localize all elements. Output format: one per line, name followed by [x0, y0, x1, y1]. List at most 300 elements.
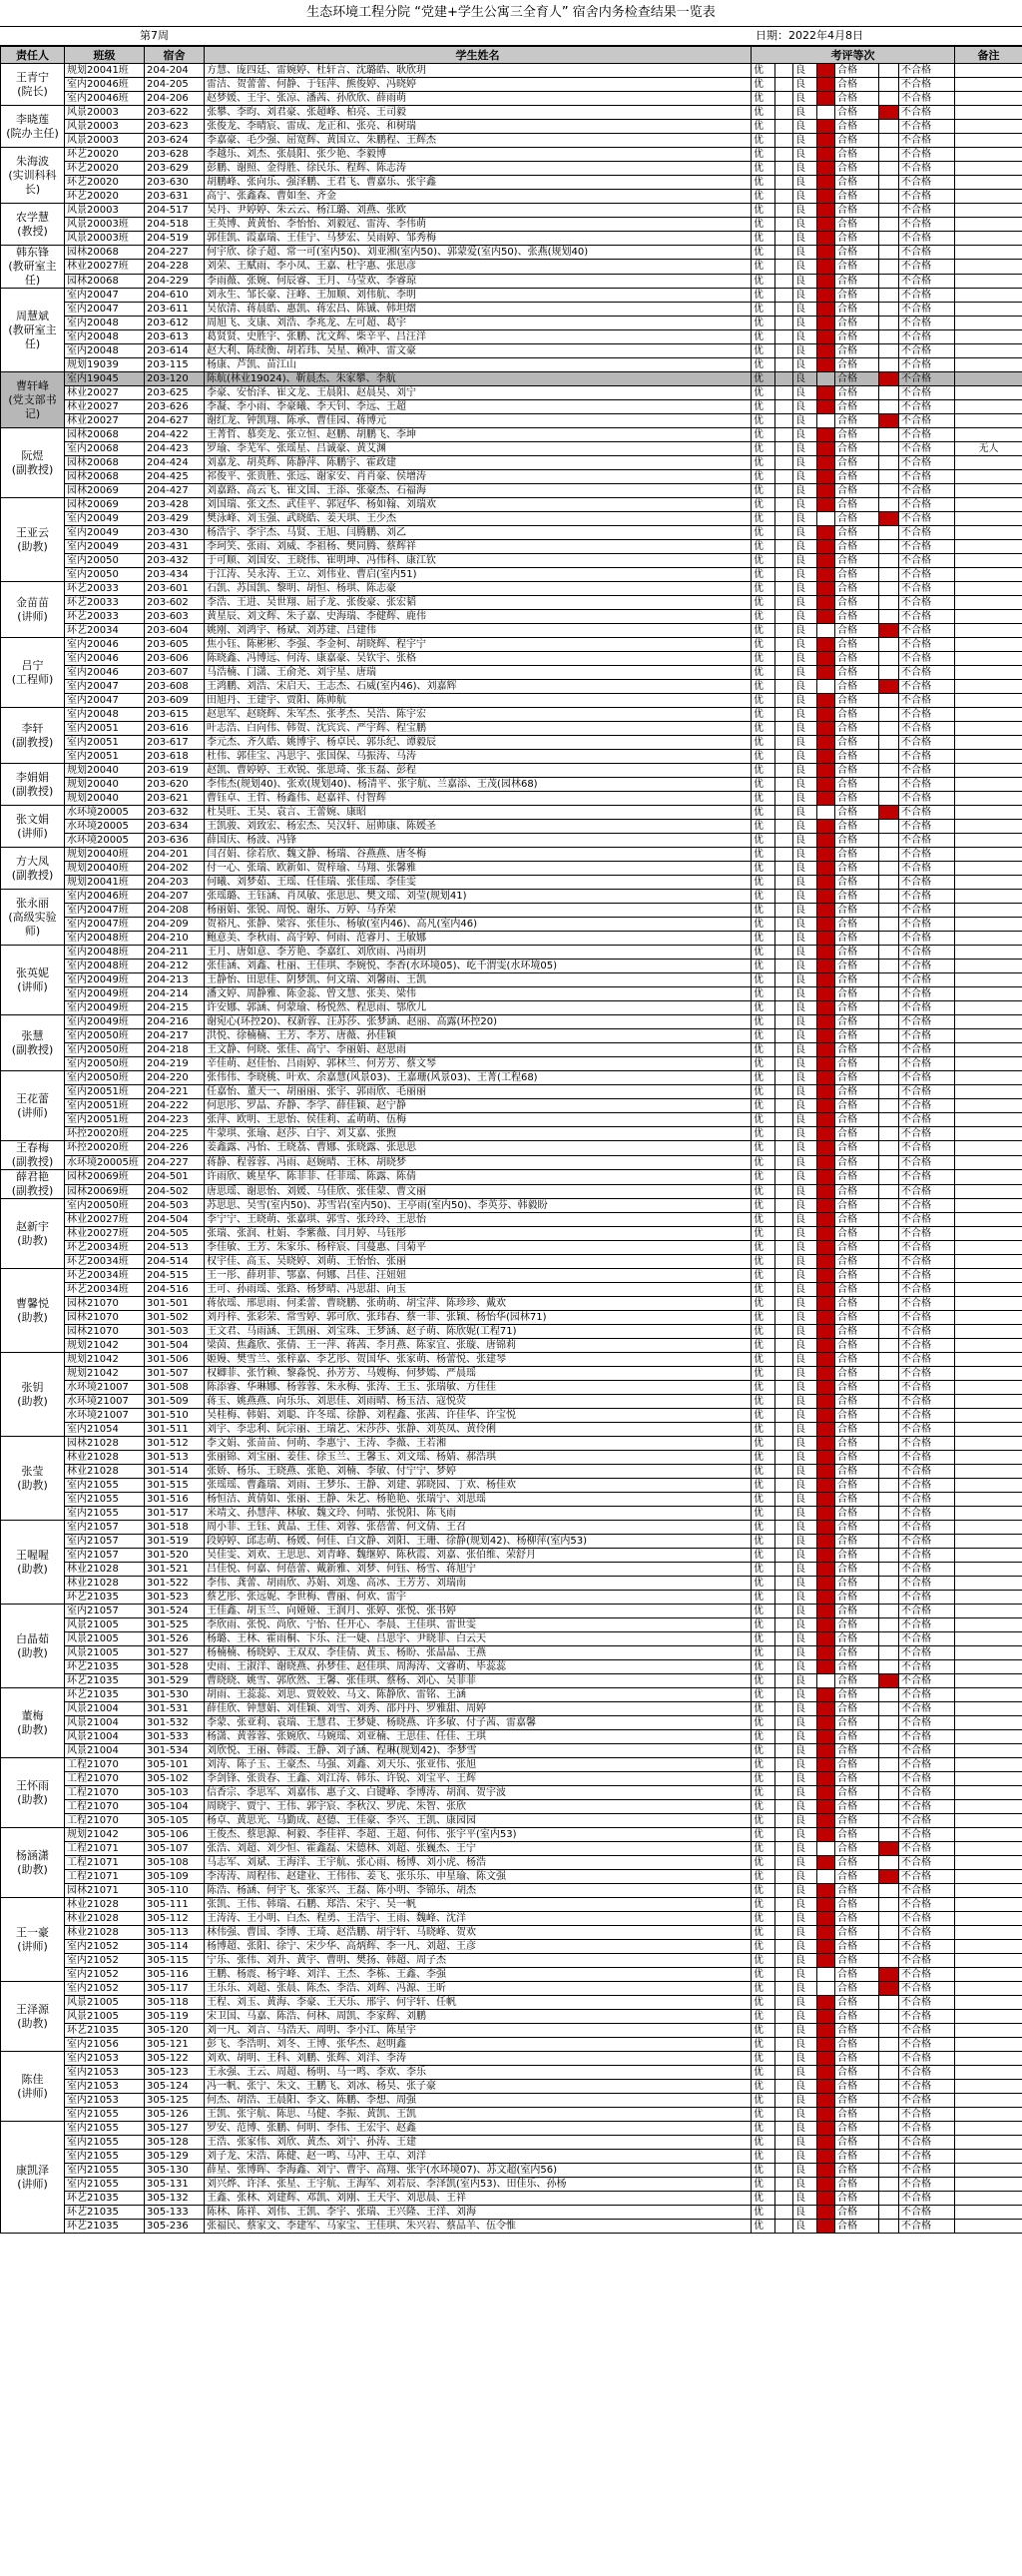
remark-cell: [955, 1632, 1022, 1646]
grade-fail-label: 不合格: [899, 400, 955, 414]
grade-fail-label: 不合格: [899, 1549, 955, 1563]
grade-good-label: 良: [793, 1842, 817, 1856]
student-names-cell: 刘涛、陈子玉、王豪杰、马强、刘鑫、刘天乐、张亚伟、张旭: [205, 1758, 752, 1772]
remark-cell: [955, 1269, 1022, 1283]
grade-pass-mark: [879, 904, 899, 918]
table-row: [1, 960, 1022, 973]
responsible-person: 王春梅 (副教授): [1, 1141, 65, 1170]
grade-excellent-mark: [775, 1141, 793, 1156]
grade-good-label: 良: [793, 2024, 817, 2038]
grade-good-label: 良: [793, 120, 817, 134]
table-row: [1, 1996, 1022, 2010]
table-row: [1, 134, 1022, 148]
grade-good-label: 良: [793, 568, 817, 582]
grade-good-mark: [817, 1213, 835, 1227]
responsible-person: 董梅 (助教): [1, 1688, 65, 1758]
grade-excellent-mark: [775, 2192, 793, 2206]
grade-good-label: 良: [793, 1199, 817, 1213]
grade-good-label: 良: [793, 1339, 817, 1353]
class-cell: 林业21028: [65, 1926, 145, 1940]
responsible-person: 王花蕾 (讲师): [1, 1071, 65, 1141]
grade-good-label: 良: [793, 1702, 817, 1716]
room-cell: 305-121: [145, 2038, 205, 2052]
grade-fail-label: 不合格: [899, 1479, 955, 1493]
grade-good-mark: [817, 890, 835, 904]
responsible-person: 李娟娟 (副教授): [1, 764, 65, 806]
student-names-cell: 何宇欣、徐子超、常一可(室内50)、刘亚湘(室内50)、郭蒙爱(室内50)、张燕(规划40): [205, 246, 752, 260]
grade-good-mark: [817, 400, 835, 414]
grade-good-mark: [817, 1549, 835, 1563]
grade-good-mark: [817, 456, 835, 470]
grade-good-mark: [817, 680, 835, 694]
responsible-person: 王一豪 (讲师): [1, 1898, 65, 1982]
student-names-cell: 杨璐、王林、霍雨桐、卞乐、汪一婕、吕思宇、尹晓菲、白云天: [205, 1632, 752, 1646]
grade-good-mark: [817, 2178, 835, 2192]
grade-good-mark: [817, 372, 835, 386]
grade-good-mark: [817, 2080, 835, 2094]
grade-good-label: 良: [793, 596, 817, 610]
grade-good-mark: [817, 162, 835, 176]
grade-pass-label: 合格: [835, 1982, 879, 1996]
grade-excellent-label: 优: [752, 303, 775, 317]
grade-pass-label: 合格: [835, 1339, 879, 1353]
class-cell: 室内20047班: [65, 918, 145, 932]
grade-fail-label: 不合格: [899, 1367, 955, 1381]
grade-fail-label: 不合格: [899, 92, 955, 106]
room-cell: 204-515: [145, 1269, 205, 1283]
room-cell: 305-119: [145, 2010, 205, 2024]
remark-cell: [955, 498, 1022, 512]
student-names-cell: 田旭丹、王建宇、贾阳、陈帅航: [205, 694, 752, 708]
remark-cell: [955, 987, 1022, 1001]
grade-good-mark: [817, 1184, 835, 1199]
table-row: [1, 582, 1022, 596]
table-row: [1, 1227, 1022, 1241]
grade-excellent-label: 优: [752, 540, 775, 554]
grade-pass-label: 合格: [835, 2038, 879, 2052]
student-names-cell: 周晓宇、贾宁、王伟、郭宇宸、李秋汉、罗虎、朱智、张欣: [205, 1800, 752, 1814]
grade-excellent-label: 优: [752, 1800, 775, 1814]
class-cell: 规划20040班: [65, 848, 145, 862]
table-row: [1, 176, 1022, 190]
grade-pass-label: 合格: [835, 806, 879, 820]
grade-pass-label: 合格: [835, 512, 879, 526]
grade-fail-label: 不合格: [899, 1213, 955, 1227]
grade-good-label: 良: [793, 1395, 817, 1409]
class-cell: 风景20003: [65, 134, 145, 148]
grade-excellent-label: 优: [752, 2066, 775, 2080]
grade-good-mark: [817, 1227, 835, 1241]
room-cell: 305-114: [145, 1940, 205, 1954]
grade-good-label: 良: [793, 1535, 817, 1549]
grade-pass-label: 合格: [835, 442, 879, 456]
student-names-cell: 罗瑜、李芜军、张瑶星、吕诚豪、黄艾渊: [205, 442, 752, 456]
table-row: [1, 1297, 1022, 1311]
remark-cell: [955, 1996, 1022, 2010]
grade-good-label: 良: [793, 498, 817, 512]
grade-good-label: 良: [793, 582, 817, 596]
grade-excellent-label: 优: [752, 1507, 775, 1521]
room-cell: 305-130: [145, 2164, 205, 2178]
grade-fail-label: 不合格: [899, 1954, 955, 1968]
grade-pass-mark: [879, 820, 899, 834]
grade-pass-mark: [879, 1015, 899, 1029]
room-cell: 301-506: [145, 1353, 205, 1367]
grade-pass-label: 合格: [835, 1479, 879, 1493]
grade-excellent-label: 优: [752, 442, 775, 456]
grade-fail-label: 不合格: [899, 1884, 955, 1898]
grade-fail-label: 不合格: [899, 1660, 955, 1674]
room-cell: 204-229: [145, 274, 205, 288]
grade-pass-mark: [879, 946, 899, 960]
grade-pass-label: 合格: [835, 1199, 879, 1213]
grade-fail-label: 不合格: [899, 722, 955, 736]
grade-good-mark: [817, 1716, 835, 1730]
room-cell: 204-201: [145, 848, 205, 862]
remark-cell: [955, 64, 1022, 78]
grade-fail-label: 不合格: [899, 1800, 955, 1814]
class-cell: 室内20049班: [65, 1015, 145, 1029]
table-row: [1, 400, 1022, 414]
grade-excellent-label: 优: [752, 1870, 775, 1884]
grade-good-mark: [817, 134, 835, 148]
room-cell: 301-514: [145, 1465, 205, 1479]
grade-fail-label: 不合格: [899, 1311, 955, 1325]
remark-cell: [955, 134, 1022, 148]
class-cell: 规划20040: [65, 764, 145, 778]
grade-good-mark: [817, 848, 835, 862]
room-cell: 204-225: [145, 1127, 205, 1141]
grade-pass-label: 合格: [835, 1618, 879, 1632]
grade-good-mark: [817, 1423, 835, 1437]
room-cell: 301-524: [145, 1605, 205, 1618]
grade-good-mark: [817, 876, 835, 890]
student-names-cell: 张福民、蔡家文、李建军、马家宝、王佳琪、朱兴岩、蔡品羊、伍令惟: [205, 2220, 752, 2234]
class-cell: 风景20003: [65, 106, 145, 120]
class-cell: 室内19045: [65, 372, 145, 386]
responsible-person: 陈佳 (讲师): [1, 2052, 65, 2122]
grade-excellent-mark: [775, 2164, 793, 2178]
class-cell: 规划21042: [65, 1828, 145, 1842]
grade-good-label: 良: [793, 1001, 817, 1015]
grade-excellent-label: 优: [752, 1744, 775, 1758]
student-names-cell: 吕佳悦、何嘉、何蓓蕾、戴新雅、刘梦、何钰、杨雪、蒋旭宁: [205, 1563, 752, 1577]
grade-good-mark: [817, 2136, 835, 2150]
grade-good-label: 良: [793, 1549, 817, 1563]
grade-pass-mark: [879, 1786, 899, 1800]
student-names-cell: 牛蒙琪、张瑜、赵莎、白宇、刘艾嘉、张煦: [205, 1127, 752, 1141]
room-cell: 301-511: [145, 1423, 205, 1437]
grade-good-mark: [817, 1786, 835, 1800]
table-row: [1, 2136, 1022, 2150]
table-row: [1, 1170, 1022, 1185]
grade-pass-mark: [879, 344, 899, 358]
grade-pass-label: 合格: [835, 1029, 879, 1043]
table-row: [1, 1381, 1022, 1395]
grade-good-mark: [817, 414, 835, 428]
grade-pass-label: 合格: [835, 2192, 879, 2206]
student-names-cell: 刘一凡、刘言、马浩天、周明、李小江、陈星宇: [205, 2024, 752, 2038]
room-cell: 204-202: [145, 862, 205, 876]
remark-cell: [955, 456, 1022, 470]
class-cell: 环艺20034班: [65, 1255, 145, 1269]
grade-good-mark: [817, 1674, 835, 1688]
table-row: [1, 778, 1022, 792]
grade-pass-mark: [879, 1339, 899, 1353]
grade-fail-label: 不合格: [899, 1744, 955, 1758]
grade-pass-mark: [879, 78, 899, 92]
grade-good-mark: [817, 1465, 835, 1479]
class-cell: 室内21057: [65, 1535, 145, 1549]
grade-good-label: 良: [793, 610, 817, 624]
room-cell: 204-222: [145, 1099, 205, 1113]
room-cell: 305-110: [145, 1884, 205, 1898]
remark-cell: [955, 204, 1022, 218]
remark-cell: [955, 1507, 1022, 1521]
grade-pass-label: 合格: [835, 1996, 879, 2010]
grade-excellent-mark: [775, 2024, 793, 2038]
table-row: [1, 1507, 1022, 1521]
grade-pass-label: 合格: [835, 330, 879, 344]
grade-pass-mark: [879, 540, 899, 554]
grade-good-mark: [817, 806, 835, 820]
grade-good-label: 良: [793, 204, 817, 218]
student-names-cell: 蒋依瑶、邢思雨、何柔蕾、曹晓鹏、张萌萌、胡宝萍、陈珍珍、戴欢: [205, 1297, 752, 1311]
grade-good-label: 良: [793, 1954, 817, 1968]
table-row: [1, 1940, 1022, 1954]
grade-excellent-mark: [775, 1465, 793, 1479]
student-names-cell: 何杰、胡浩、王晨阳、李文、陈鹏、李想、周强: [205, 2094, 752, 2108]
grade-fail-label: 不合格: [899, 2220, 955, 2234]
room-cell: 305-111: [145, 1898, 205, 1912]
room-cell: 301-503: [145, 1325, 205, 1339]
table-row: [1, 764, 1022, 778]
student-names-cell: 曹钰卓、王哲、杨鑫伟、赵嘉祥、付智辉: [205, 792, 752, 806]
table-row: [1, 680, 1022, 694]
class-cell: 环艺21035: [65, 1660, 145, 1674]
responsible-person: 曹轩峰 (党支部书记): [1, 372, 65, 428]
grade-pass-label: 合格: [835, 694, 879, 708]
grade-excellent-mark: [775, 470, 793, 484]
grade-good-mark: [817, 2122, 835, 2136]
grade-good-mark: [817, 92, 835, 106]
class-cell: 环控20020班: [65, 1141, 145, 1156]
grade-fail-label: 不合格: [899, 1730, 955, 1744]
grade-fail-label: 不合格: [899, 2206, 955, 2220]
room-cell: 305-131: [145, 2178, 205, 2192]
table-row: [1, 204, 1022, 218]
grade-good-label: 良: [793, 1085, 817, 1099]
table-row: [1, 1465, 1022, 1479]
grade-excellent-mark: [775, 1015, 793, 1029]
grade-good-mark: [817, 1395, 835, 1409]
grade-pass-mark: [879, 1744, 899, 1758]
grade-good-label: 良: [793, 820, 817, 834]
grade-excellent-label: 优: [752, 2206, 775, 2220]
table-row: [1, 1758, 1022, 1772]
grade-fail-label: 不合格: [899, 960, 955, 973]
room-cell: 305-118: [145, 1996, 205, 2010]
student-names-cell: 张佳涵、刘鑫、杜丽、王佳琪、李婉悦、李香(水环境05)、屹千渭雯(水环境05): [205, 960, 752, 973]
class-cell: 室内21052: [65, 1954, 145, 1968]
table-body: [1, 64, 1022, 2234]
grade-pass-label: 合格: [835, 1184, 879, 1199]
class-cell: 室内20050班: [65, 1057, 145, 1071]
grade-excellent-mark: [775, 862, 793, 876]
grade-good-mark: [817, 190, 835, 204]
grade-pass-mark: [879, 2192, 899, 2206]
grade-pass-label: 合格: [835, 1409, 879, 1423]
student-names-cell: 赵思军、赵晓辉、朱军杰、张孝杰、吴浩、陈宇宏: [205, 708, 752, 722]
table-row: [1, 1884, 1022, 1898]
grade-good-label: 良: [793, 1996, 817, 2010]
grade-fail-label: 不合格: [899, 1141, 955, 1156]
class-cell: 室内20049: [65, 512, 145, 526]
grade-pass-mark: [879, 1535, 899, 1549]
grade-pass-label: 合格: [835, 2122, 879, 2136]
grade-excellent-label: 优: [752, 2192, 775, 2206]
grade-excellent-label: 优: [752, 162, 775, 176]
grade-good-label: 良: [793, 987, 817, 1001]
grade-pass-label: 合格: [835, 1085, 879, 1099]
table-row: [1, 1113, 1022, 1127]
class-cell: 水环境20005: [65, 806, 145, 820]
grade-good-mark: [817, 498, 835, 512]
grade-pass-label: 合格: [835, 652, 879, 666]
grade-good-label: 良: [793, 1772, 817, 1786]
remark-cell: [955, 1325, 1022, 1339]
grade-fail-label: 不合格: [899, 372, 955, 386]
class-cell: 园林21070: [65, 1311, 145, 1325]
grade-pass-mark: [879, 2108, 899, 2122]
grade-good-label: 良: [793, 792, 817, 806]
grade-excellent-mark: [775, 1325, 793, 1339]
class-cell: 室内20049班: [65, 973, 145, 987]
room-cell: 203-602: [145, 596, 205, 610]
grade-excellent-mark: [775, 960, 793, 973]
responsible-person: 王怀雨 (助教): [1, 1758, 65, 1828]
room-cell: 204-208: [145, 904, 205, 918]
grade-good-mark: [817, 1744, 835, 1758]
table-row: [1, 2108, 1022, 2122]
student-names-cell: 王一彤、薛玥菲、鄂嘉、何娜、吕佳、汪妞妞: [205, 1269, 752, 1283]
grade-good-mark: [817, 120, 835, 134]
room-cell: 204-427: [145, 484, 205, 498]
class-cell: 工程21070: [65, 1758, 145, 1772]
room-cell: 204-204: [145, 64, 205, 78]
grade-excellent-mark: [775, 1563, 793, 1577]
grade-excellent-label: 优: [752, 1884, 775, 1898]
remark-cell: [955, 1828, 1022, 1842]
grade-fail-label: 不合格: [899, 2010, 955, 2024]
grade-excellent-label: 优: [752, 1772, 775, 1786]
room-cell: 204-214: [145, 987, 205, 1001]
grade-pass-mark: [879, 330, 899, 344]
grade-excellent-mark: [775, 1912, 793, 1926]
grade-excellent-mark: [775, 2052, 793, 2066]
student-names-cell: 王月、唐如意、李芳艳、李嘉红、刘欣雨、冯雨玥: [205, 946, 752, 960]
grade-fail-label: 不合格: [899, 512, 955, 526]
class-cell: 环艺21035: [65, 1674, 145, 1688]
grade-good-label: 良: [793, 330, 817, 344]
table-row: [1, 987, 1022, 1001]
grade-fail-label: 不合格: [899, 260, 955, 274]
grade-excellent-label: 优: [752, 1283, 775, 1297]
grade-fail-label: 不合格: [899, 736, 955, 750]
grade-excellent-mark: [775, 1507, 793, 1521]
grade-pass-label: 合格: [835, 1660, 879, 1674]
responsible-person: 朱海波 (实训科科长): [1, 148, 65, 204]
student-names-cell: 刘嘉龙、胡英辉、陈静萍、陈鹏宇、霍政建: [205, 456, 752, 470]
grade-pass-label: 合格: [835, 1057, 879, 1071]
grade-pass-label: 合格: [835, 289, 879, 303]
table-row: [1, 666, 1022, 680]
grade-good-label: 良: [793, 2178, 817, 2192]
grade-pass-label: 合格: [835, 1311, 879, 1325]
grade-good-label: 良: [793, 1716, 817, 1730]
grade-pass-label: 合格: [835, 2150, 879, 2164]
grade-good-mark: [817, 1367, 835, 1381]
remark-cell: [955, 2164, 1022, 2178]
grade-excellent-mark: [775, 78, 793, 92]
grade-good-label: 良: [793, 1015, 817, 1029]
grade-fail-label: 不合格: [899, 289, 955, 303]
student-names-cell: 何曦、刘梦茹、王瑶、任佳瑞、张佳瑶、李佳雯: [205, 876, 752, 890]
table-row: [1, 1099, 1022, 1113]
grade-good-mark: [817, 2164, 835, 2178]
table-row: [1, 610, 1022, 624]
class-cell: 室内20046班: [65, 92, 145, 106]
student-names-cell: 刘兴烨、许泽、张星、王宇航、王海军、刘若辰、李泽凯(室内53)、田佳乐、孙杨: [205, 2178, 752, 2192]
remark-cell: [955, 1940, 1022, 1954]
grade-good-mark: [817, 484, 835, 498]
student-names-cell: 李涛涛、周程伟、赵建业、王伟伟、姜飞、张乐乐、申星瑜、陈文强: [205, 1870, 752, 1884]
grade-excellent-mark: [775, 400, 793, 414]
grade-fail-label: 不合格: [899, 1940, 955, 1954]
remark-cell: [955, 2136, 1022, 2150]
remark-cell: [955, 2178, 1022, 2192]
grade-good-mark: [817, 1283, 835, 1297]
class-cell: 室内20068: [65, 442, 145, 456]
grade-fail-label: 不合格: [899, 1926, 955, 1940]
class-cell: 环艺21035: [65, 1688, 145, 1702]
grade-excellent-mark: [775, 162, 793, 176]
grade-pass-label: 合格: [835, 750, 879, 764]
student-names-cell: 许安娜、郭涵、何蒙瑜、杨悦然、程思雨、鄂欣儿: [205, 1001, 752, 1015]
room-cell: 203-429: [145, 512, 205, 526]
room-cell: 204-228: [145, 260, 205, 274]
grade-fail-label: 不合格: [899, 638, 955, 652]
class-cell: 林业21028: [65, 1912, 145, 1926]
table-row: [1, 498, 1022, 512]
student-names-cell: 陈晓鑫、冯博远、何涛、康嘉豪、吴钦宇、张格: [205, 652, 752, 666]
grade-pass-mark: [879, 610, 899, 624]
grade-excellent-mark: [775, 1437, 793, 1451]
grade-pass-label: 合格: [835, 1688, 879, 1702]
grade-pass-label: 合格: [835, 890, 879, 904]
grade-good-label: 良: [793, 2066, 817, 2080]
grade-excellent-label: 优: [752, 820, 775, 834]
student-names-cell: 樊泳峰、刘玉强、武晓皓、姜天琪、王少杰: [205, 512, 752, 526]
grade-fail-label: 不合格: [899, 1563, 955, 1577]
grade-good-mark: [817, 1241, 835, 1255]
grade-excellent-mark: [775, 1381, 793, 1395]
student-names-cell: 贺裕凡、张静、梁容、张佳乐、杨敏(室内46)、高凡(室内46): [205, 918, 752, 932]
grade-excellent-mark: [775, 428, 793, 442]
grade-good-label: 良: [793, 540, 817, 554]
remark-cell: [955, 246, 1022, 260]
grade-excellent-mark: [775, 2108, 793, 2122]
